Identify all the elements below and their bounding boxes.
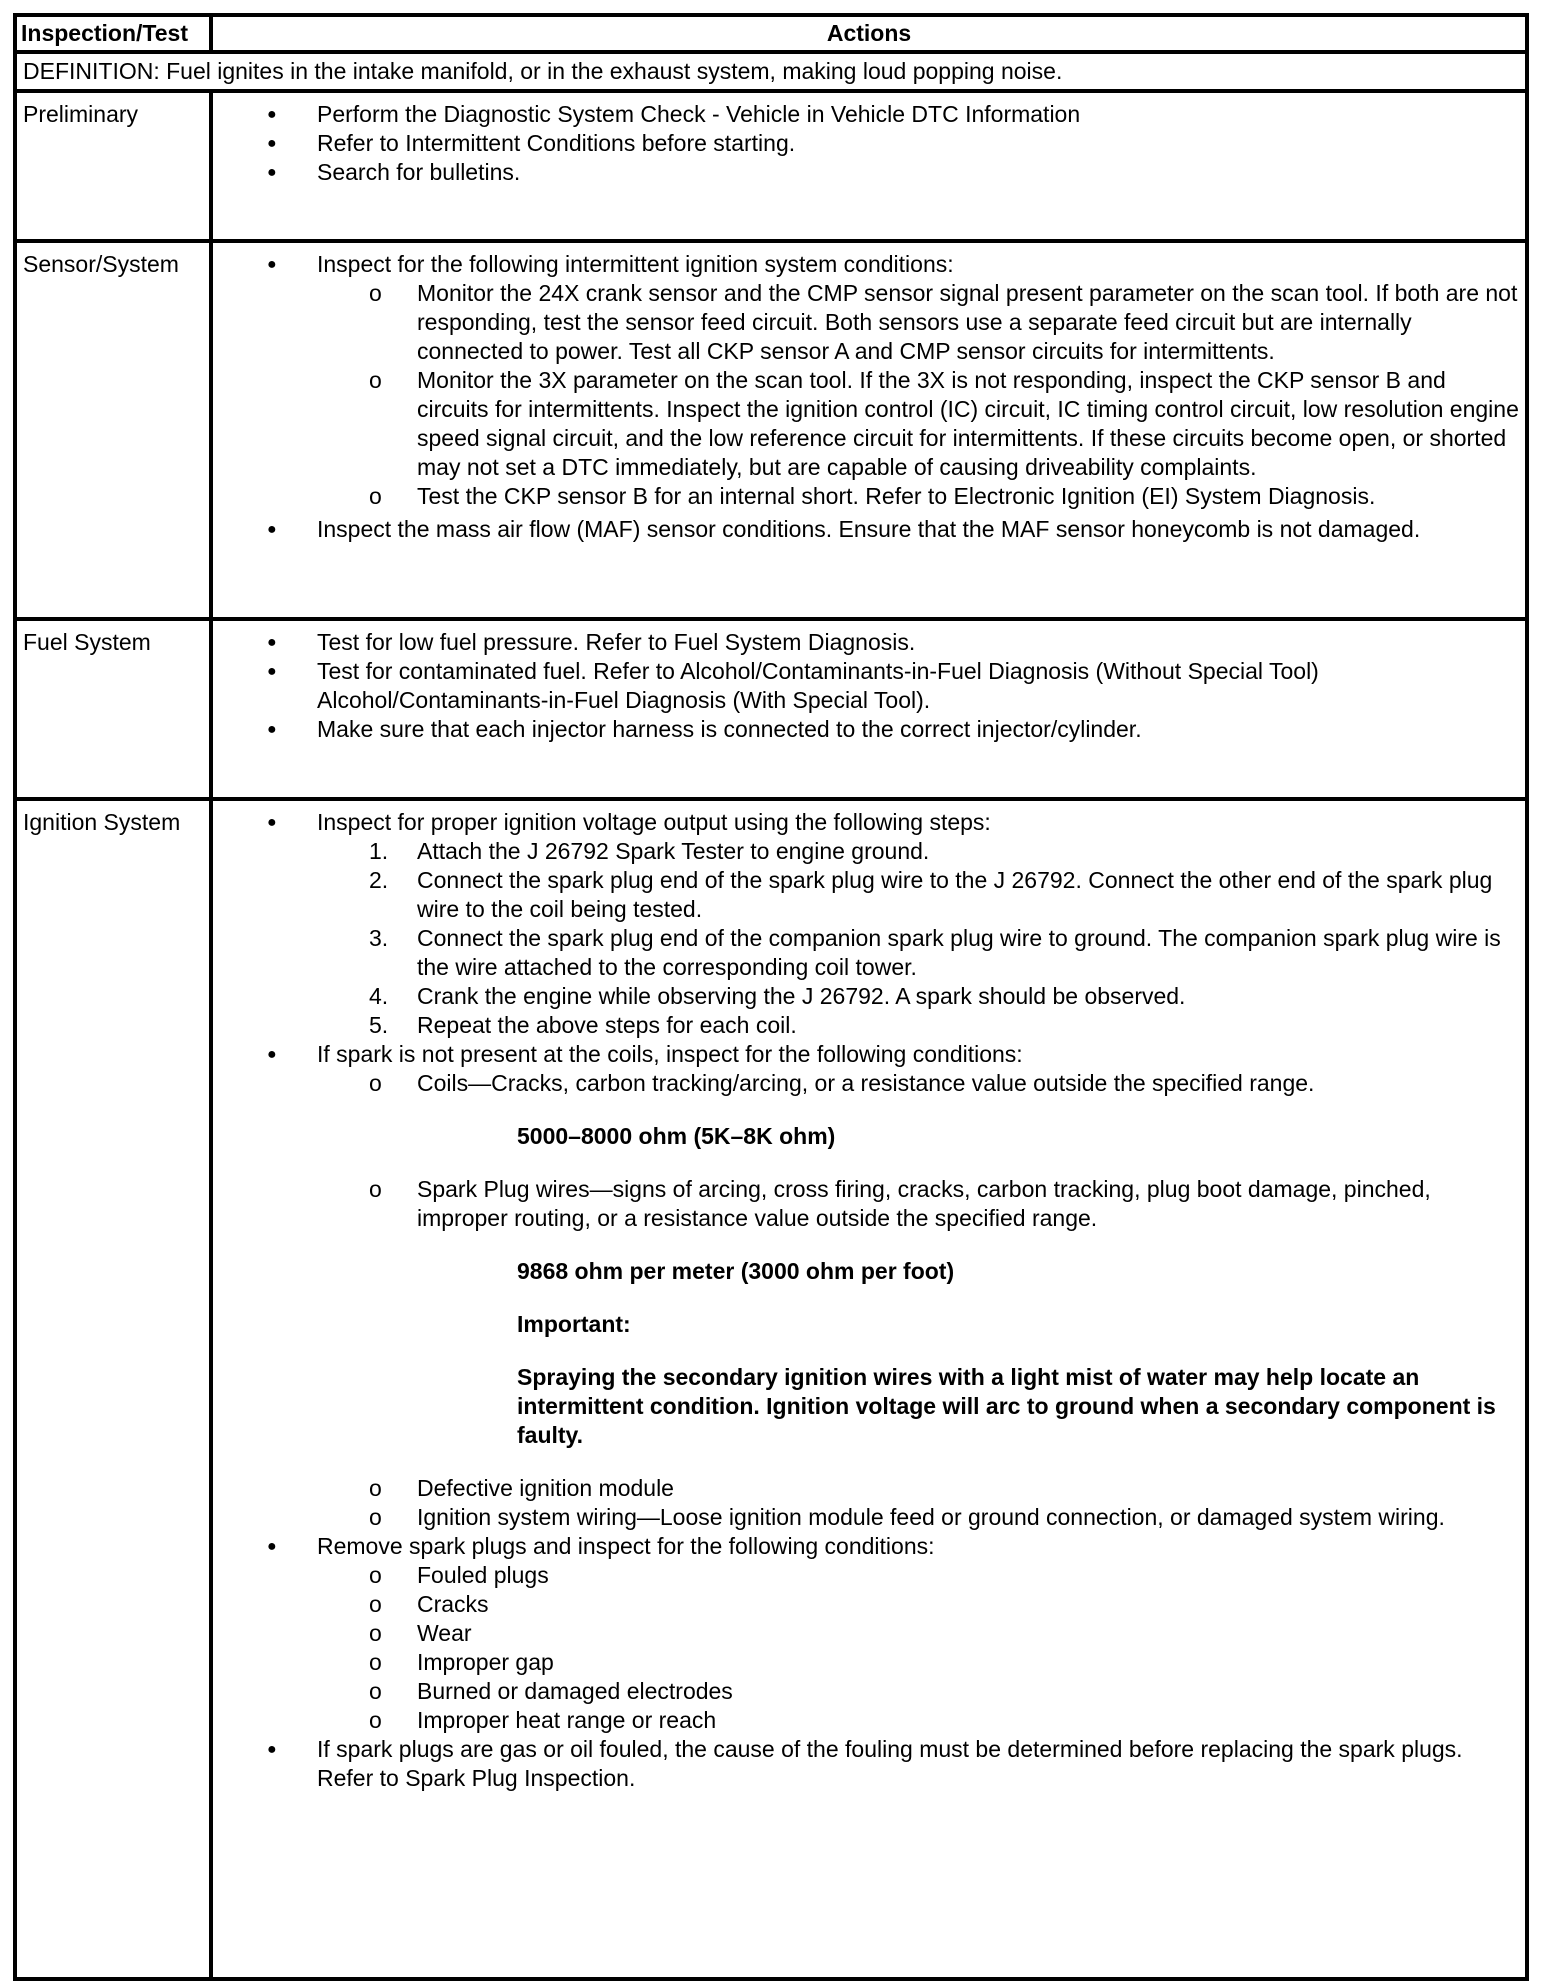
step-number: 1. <box>369 838 389 864</box>
wires-spec: 9868 ohm per meter (3000 ohm per foot) <box>517 1258 955 1284</box>
list-item <box>213 1040 1519 1532</box>
circle-bullet-icon: o <box>369 483 382 509</box>
step-number: 2. <box>369 867 389 893</box>
list-item <box>213 250 1519 511</box>
sub-list-item: o Burned or damaged electrodes <box>369 1678 733 1704</box>
circle-bullet-icon: o <box>369 1649 382 1675</box>
circle-bullet-icon: o <box>369 280 382 306</box>
step-item: 2. Connect the spark plug end of the spark plug wire to the J 26792. Connect the other end of the spark plug wire to the coil being tested. <box>369 867 1493 922</box>
step-number: 3. <box>369 925 389 951</box>
circle-bullet-icon: o <box>369 1620 382 1646</box>
circle-bullet-icon: o <box>369 1678 382 1704</box>
table-row <box>15 241 1527 619</box>
header-row <box>15 15 1527 52</box>
circle-bullet-icon: o <box>369 1707 382 1733</box>
table-row <box>15 619 1527 799</box>
circle-bullet-icon: o <box>369 1562 382 1588</box>
list-item: ● Search for bulletins. <box>213 158 1519 187</box>
important-note: Spraying the secondary ignition wires with a light mist of water may help locate an intermittent condition. Ignition voltage will arc to ground when a secondary component is faulty. <box>517 1364 1496 1448</box>
circle-bullet-icon: o <box>369 367 382 393</box>
list-item-text: Inspect for proper ignition voltage output using the following steps: <box>317 809 991 835</box>
sub-list-item: o Coils—Cracks, carbon tracking/arcing, or a resistance value outside the specified range. 5000–8000 ohm (5K–8K ohm) <box>213 1069 1519 1151</box>
list-item-text: Remove spark plugs and inspect for the following conditions: <box>317 1533 935 1559</box>
sub-list-item: o Improper heat range or reach <box>369 1707 717 1733</box>
row-label-sensor-system: Sensor/System <box>15 241 211 619</box>
definition-row <box>15 52 1527 91</box>
list-item: ● If spark plugs are gas or oil fouled, the cause of the fouling must be determined before replacing the spark plugs. Refer to Spark Plug Inspection. <box>213 1735 1519 1793</box>
sub-list-item: o Fouled plugs <box>369 1562 549 1588</box>
diagnostic-table <box>13 13 1529 1981</box>
step-number: 4. <box>369 983 389 1009</box>
list-item <box>213 1532 1519 1735</box>
row-actions-sensor-system <box>211 241 1527 619</box>
circle-bullet-icon: o <box>369 1591 382 1617</box>
step-item: 1. Attach the J 26792 Spark Tester to engine ground. <box>369 838 930 864</box>
circle-bullet-icon: o <box>369 1176 382 1202</box>
header-actions: Actions <box>211 15 1527 52</box>
list-item: ● Make sure that each injector harness is connected to the correct injector/cylinder. <box>213 715 1519 744</box>
list-item: ● Test for low fuel pressure. Refer to Fuel System Diagnosis. <box>213 628 1519 657</box>
row-label-fuel-system: Fuel System <box>15 619 211 799</box>
sub-list-item: o Defective ignition module <box>369 1475 674 1501</box>
sub-list-item: o Monitor the 3X parameter on the scan tool. If the 3X is not responding, inspect the CKP sensor B and circuits for intermittents. Inspect the ignition control (IC) circuit, IC timing control circuit, low resolution engine speed signal circuit, and the low reference circuit for intermittents. If these circuits become open, or shorted may not set a DTC immediately, but are capable of causing driveability complaints. <box>369 367 1519 480</box>
sub-list-item: o Spark Plug wires—signs of arcing, cross firing, cracks, carbon tracking, plug boot damage, pinched, improper routing, or a resistance value outside the specified range. 9868 ohm per meter (3000 ohm per foot) Important: Spraying the secondary ignition wires with a light mist of water may help locate an intermittent condition. Ignition voltage will arc to ground when a secondary component is faulty. <box>213 1175 1519 1450</box>
sub-list-item: o Ignition system wiring—Loose ignition module feed or ground connection, or damaged system wiring. <box>369 1504 1445 1530</box>
sub-list-item: o Test the CKP sensor B for an internal short. Refer to Electronic Ignition (EI) System Diagnosis. <box>369 483 1376 509</box>
header-inspection-test: Inspection/Test <box>15 15 211 52</box>
step-item: 5. Repeat the above steps for each coil. <box>369 1012 797 1038</box>
circle-bullet-icon: o <box>369 1070 382 1096</box>
sub-list-item: o Cracks <box>369 1591 489 1617</box>
sub-list-item: o Wear <box>369 1620 472 1646</box>
step-item: 3. Connect the spark plug end of the companion spark plug wire to ground. The companion spark plug wire is the wire attached to the corresponding coil tower. <box>369 925 1501 980</box>
step-number: 5. <box>369 1012 389 1038</box>
row-label-preliminary: Preliminary <box>15 91 211 241</box>
row-actions-preliminary <box>211 91 1527 241</box>
definition-text: DEFINITION: Fuel ignites in the intake manifold, or in the exhaust system, making loud popping noise. <box>15 52 1527 91</box>
list-item <box>213 808 1519 1040</box>
sub-list-item: o Monitor the 24X crank sensor and the CMP sensor signal present parameter on the scan tool. If both are not responding, test the sensor feed circuit. Both sensors use a separate feed circuit but are internally connected to power. Test all CKP sensor A and CMP sensor circuits for intermittents. <box>369 280 1518 364</box>
step-item: 4. Crank the engine while observing the J 26792. A spark should be observed. <box>369 983 1186 1009</box>
row-actions-ignition-system <box>211 799 1527 1979</box>
list-item: ● Test for contaminated fuel. Refer to Alcohol/Contaminants-in-Fuel Diagnosis (Without Special Tool) Alcohol/Contaminants-in-Fuel Diagnosis (With Special Tool). <box>213 657 1519 715</box>
important-label: Important: <box>517 1311 631 1337</box>
list-item: ● Refer to Intermittent Conditions before starting. <box>213 129 1519 158</box>
circle-bullet-icon: o <box>369 1504 382 1530</box>
row-label-ignition-system: Ignition System <box>15 799 211 1979</box>
coils-spec: 5000–8000 ohm (5K–8K ohm) <box>517 1123 836 1149</box>
table-row <box>15 799 1527 1979</box>
sub-list-item: o Improper gap <box>369 1649 554 1675</box>
row-actions-fuel-system <box>211 619 1527 799</box>
list-item-text: Inspect for the following intermittent ignition system conditions: <box>317 251 954 277</box>
circle-bullet-icon: o <box>369 1475 382 1501</box>
table-row <box>15 91 1527 241</box>
list-item: ● Perform the Diagnostic System Check - Vehicle in Vehicle DTC Information <box>213 100 1519 129</box>
list-item: ● Inspect the mass air flow (MAF) sensor conditions. Ensure that the MAF sensor honeycomb is not damaged. <box>213 515 1519 544</box>
list-item-text: If spark is not present at the coils, inspect for the following conditions: <box>317 1041 1023 1067</box>
